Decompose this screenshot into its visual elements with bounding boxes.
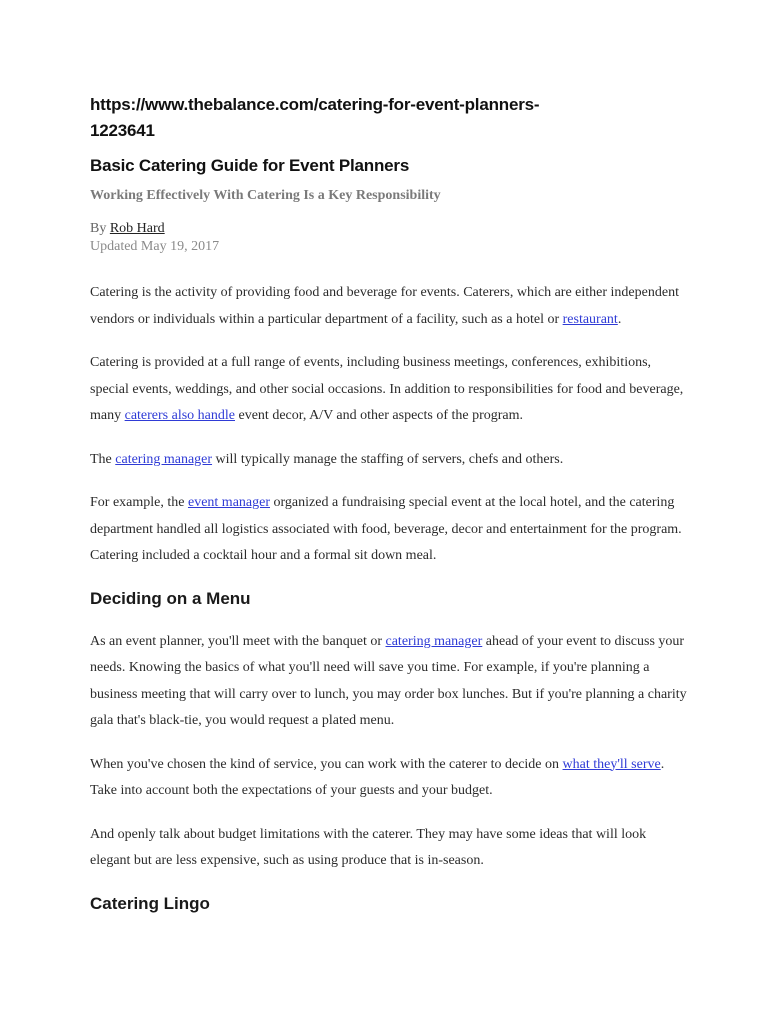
author-link[interactable]: Rob Hard (109, 221, 165, 236)
catering-manager-link[interactable]: catering manager (115, 451, 213, 467)
source-url-line-1: https://www.thebalance.com/catering-for-event-planners- (90, 95, 540, 114)
paragraph-text: event decor, A/V and other aspects of the program. (235, 408, 524, 423)
what-theyll-serve-link[interactable]: what they'll serve (562, 756, 661, 772)
section-heading-lingo: Catering Lingo (90, 893, 210, 913)
source-url-line-2: 1223641 (90, 121, 155, 140)
byline (90, 220, 690, 238)
section-heading-menu: Deciding on a Menu (90, 588, 251, 608)
paragraph-text: organized a fundraising special event at the local hotel, and the catering department handled all logistics associated with food, beverage, decor and entertainment for the program. Catering included a cocktail hour and a formal sit down meal. (90, 495, 682, 563)
paragraph-text: . (617, 311, 622, 327)
paragraph-4 (90, 490, 690, 570)
paragraph-text: When you've chosen the kind of service, you can work with the caterer to decide on (90, 756, 563, 772)
paragraph-5 (90, 629, 690, 735)
paragraph-3 (90, 447, 690, 474)
byline-prefix: By (90, 221, 110, 236)
paragraph-text: The (90, 451, 116, 467)
article-subtitle: Working Effectively With Catering Is a Key Responsibility (90, 188, 441, 203)
caterers-also-handle-link[interactable]: caterers also handle (124, 408, 235, 423)
paragraph-6 (90, 752, 690, 805)
paragraph-text: . Take into account both the expectations of your guests and your budget. (90, 756, 665, 798)
catering-manager-link-2[interactable]: catering manager (385, 633, 483, 649)
restaurant-link[interactable]: restaurant (562, 311, 618, 327)
paragraph-7 (90, 822, 690, 875)
paragraph-1 (90, 280, 690, 333)
paragraph-text: will typically manage the staffing of servers, chefs and others. (212, 451, 564, 467)
paragraph-text: And openly talk about budget limitations with the caterer. They may have some ideas that will look elegant but are less expensive, such as using produce that is in-season. (90, 826, 647, 868)
paragraph-text: Catering is provided at a full range of events, including business meetings, conferences, exhibitions, special events, weddings, and other social occasions. In addition to responsibilities for food and beverage, many (90, 355, 684, 423)
updated-date: Updated May 19, 2017 (90, 239, 220, 254)
paragraph-text: ahead of your event to discuss your needs. Knowing the basics of what you'll need will save you time. For example, if you're planning a business meeting that will carry over to lunch, you may order box lunches. But if you're planning a charity gala that's black-tie, you would request a plated menu. (90, 633, 687, 728)
paragraph-2 (90, 350, 690, 430)
event-manager-link[interactable]: event manager (187, 495, 270, 510)
paragraph-text: As an event planner, you'll meet with the banquet or (90, 633, 386, 649)
document-page (90, 92, 690, 934)
paragraph-text: Catering is the activity of providing food and beverage for events. Caterers, which are either independent vendors or individuals within a particular department of a facility, such as a hotel or (90, 285, 679, 327)
source-url (90, 92, 690, 144)
paragraph-text: For example, the (90, 495, 188, 510)
article-title: Basic Catering Guide for Event Planners (90, 156, 410, 175)
